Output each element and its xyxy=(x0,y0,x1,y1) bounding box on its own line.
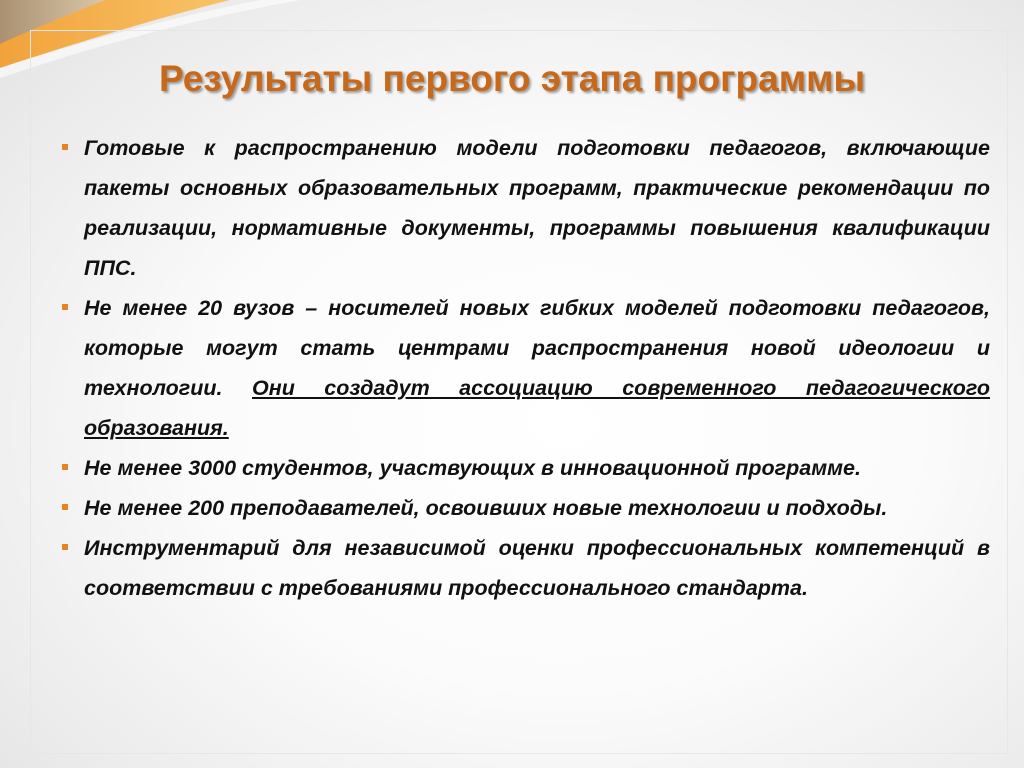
slide-title: Результаты первого этапа программы xyxy=(158,58,866,99)
bullet-item-3 xyxy=(58,448,990,488)
bullet-underlined-text: Они создадут ассоциацию современного педагогического образования. xyxy=(84,376,990,440)
bullet-item-2 xyxy=(58,288,990,448)
bullet-list xyxy=(58,128,990,608)
bullet-marker-icon xyxy=(62,504,68,510)
bullet-marker-icon xyxy=(62,464,68,470)
bullet-item-1 xyxy=(58,128,990,288)
bullet-marker-icon xyxy=(62,144,68,150)
bullet-text: Не менее 20 вузов – носителей новых гибких моделей подготовки педагогов, которые могут стать центрами распространения новой идеологии и технологии. xyxy=(84,296,990,400)
bullet-text: Готовые к распространению модели подготовки педагогов, включающие пакеты основных образовательных программ, практические рекомендации по реализации, нормативные документы, программы повышения квалификации ППС. xyxy=(84,136,990,280)
bullet-text: Не менее 200 преподавателей, освоивших новые технологии и подходы. xyxy=(84,496,888,520)
bullet-marker-icon xyxy=(62,304,68,310)
bullet-item-4 xyxy=(58,488,990,528)
bullet-text: Инструментарий для независимой оценки профессиональных компетенций в соответствии с требованиями профессионального стандарта. xyxy=(84,536,990,600)
bullet-marker-icon xyxy=(62,544,68,550)
bullet-text: Не менее 3000 студентов, участвующих в инновационной программе. xyxy=(84,456,861,480)
bullet-item-5 xyxy=(58,528,990,608)
